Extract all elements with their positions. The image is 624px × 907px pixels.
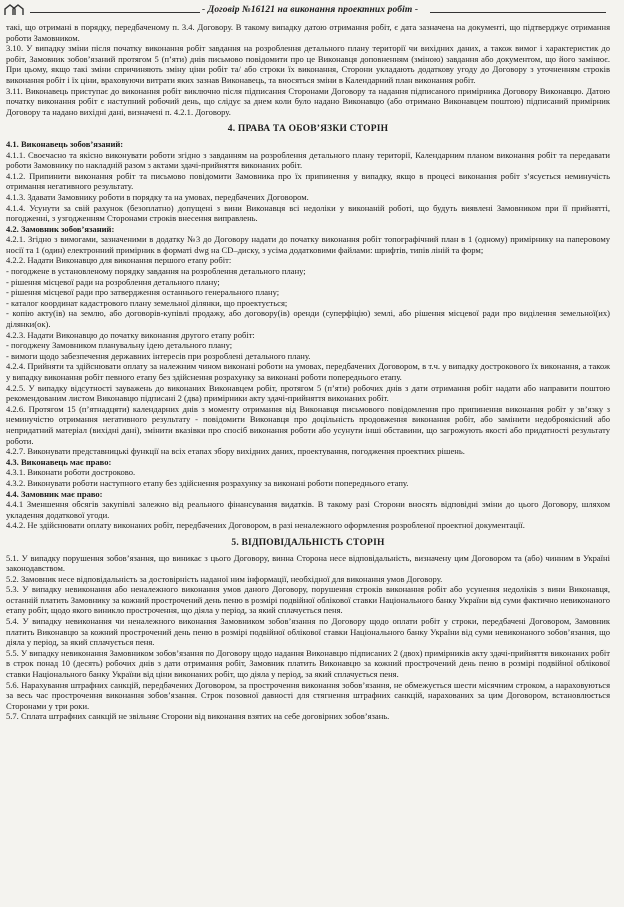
clause-4-2-6: 4.2.6. Протягом 15 (п’ятнадцяти) календарних днів з моменту отримання від Виконавця письмового повідомлення про припинення виконання робіт у зв’язку з неминучістю отримання негативного результату - повідомити Виконавця про доцільність продовження виконання робіт, або замінити недоброякісний або непридатний матеріал (вихідні дані), змінити вказівки про спосіб виконання роботи або усунути інші обставини, що загрожують якості або придатності результату роботи.: [6, 403, 610, 446]
clause-4-2-heading: 4.2. Замовник зобов’язаний:: [6, 223, 115, 234]
list-item: - рішення місцевої ради на розроблення детального плану;: [6, 276, 220, 287]
clause-5-4: 5.4. У випадку невиконання чи неналежного виконання Замовником зобов’язання по Договору щодо оплати робіт у строки, передбачені Договором, Замовник платить Виконавцю за кожний прострочений день пеню в розмірі подвійної облікової ставки Національного банку України від суми невиконаного зобов’язання, що діяла у період, за який сплачується пеня.: [6, 616, 610, 648]
header-rule-right: [430, 12, 606, 13]
clause-4-2-1: 4.2.1. Згідно з вимогами, зазначеними в додатку №3 до Договору надати до початку виконання робіт топографічний план в 1 (одному) примірнику на паперовому носії та 1 (один) електронний примірник в форматі dwg на CD–диску, з усіма додатковими файлами: шрифтів, типів ліній та форм;: [6, 234, 610, 255]
clause-4-3-2: 4.3.2. Виконувати роботи наступного етапу без здійснення розрахунку за виконані роботи попереднього етапу.: [6, 477, 409, 488]
clause-5-2: 5.2. Замовник несе відповідальність за достовірність наданої ним інформації, необхідної для виконання умов Договору.: [6, 573, 443, 584]
list-item: - погоджене в установленому порядку завдання на розроблення детального плану;: [6, 266, 306, 277]
clause-4-4-heading: 4.4. Замовник має право:: [6, 488, 103, 499]
paragraph-3-9-cont: такі, що отримані в порядку, передбаченому п. 3.4. Договору. В такому випадку датою отримання робіт, є дата зазначена на документі, що підтверджує отримання роботи Замовником.: [6, 22, 610, 43]
header-rule-left: [30, 12, 200, 13]
clause-4-2-4: 4.2.4. Прийняти та здійснювати оплату за належним чином виконані роботи на умовах, передбачених Договором, в т.ч. у випадку дострокового їх виконання, а також у випадку виконання робіт певного етапу без здійснення розрахунку за виконані роботи попереднього етапу.: [6, 361, 610, 382]
clause-4-2-7: 4.2.7. Виконувати представницькі функції на всіх етапах збору вихідних даних, проектування, погодження проектних рішень.: [6, 446, 465, 457]
clause-5-7: 5.7. Сплата штрафних санкцій не звільняє Сторони від виконання взятих на себе договірних зобов’язань.: [6, 711, 390, 722]
paragraph-3-11: 3.11. Виконавець приступає до виконання робіт виключно після підписання Сторонами Договору та надання підписаного примірника Договору Виконавцю. Датою початку виконання робіт є наступний робочий день, що слідує за днем коли було надано Виконавцю (або отримано Виконавцем поштою) підписаний примірник Договору та надано вихідні дані, визначені п. 4.2.1. Договору.: [6, 85, 610, 117]
list-item: - погоджену Замовником планувальну ідею детального плану;: [6, 340, 233, 351]
house-outline-icon: [4, 3, 26, 22]
clause-5-5: 5.5. У випадку невиконання Замовником зобов’язання по Договору щодо надання Виконавцю підписаних 2 (двох) примірників акту здачі-прийняття виконаних робіт в строк понад 10 (десять) робочих днів з дати отримання робіт, Замовник платить Виконавцю за кожний прострочений день пеню в розмірі подвійної облікової ставки Національного банку України від ціни виконаних робіт, що діяла у період, за який сплачується пеня.: [6, 647, 610, 680]
clause-4-3-1: 4.3.1. Виконати роботи достроково.: [6, 467, 136, 478]
clause-4-2-3: 4.2.3. Надати Виконавцю до початку виконання другого етапу робіт:: [6, 329, 255, 340]
clause-4-1-3: 4.1.3. Здавати Замовнику роботи в порядку та на умовах, передбачених Договором.: [6, 191, 309, 202]
list-item: - рішення місцевої ради про затвердження останнього генерального плану;: [6, 287, 280, 298]
clause-5-1: 5.1. У випадку порушення зобов’язання, що виникає з цього Договору, винна Сторона несе відповідальність, визначену цим Договором та (або) чинним в Україні законодавством.: [6, 552, 610, 574]
clause-4-1-heading: 4.1. Виконавець зобов’язаний:: [6, 138, 124, 149]
clause-4-1-2: 4.1.2. Припинити виконання робіт та письмово повідомити Замовника про їх припинення у випадку, якщо в процесі виконання робіт з’ясується неминучість отримання негативного результату.: [6, 170, 610, 192]
list-item: - копію акту(ів) на землю, або договорів-купівлі продажу, або договору(ів) оренди (суперфіцію) землі, або рішення місцевої ради про виділення земельної(их) ділянки(ок).: [6, 308, 610, 330]
paragraph-3-10: 3.10. У випадку зміни після початку виконання робіт завдання на розроблення детального плану території чи вихідних даних, а також вимог і характеристик до робіт, Замовник зобов’язаний протягом 5 (п’яти) днів письмово повідомити про це Виконавця доповненням (зміною) завдання або документом, що його замінює. При цьому, якщо такі зміни спричиняють зміну ціни робіт та/ або строки їх виконання, Сторони укладають додаткову угоду до Договору з уточненням строків виконання робіт і їх ціни, враховуючи витрати яких зазнав Виконавець, та вносяться зміни в Календарний план виконання робіт.: [6, 43, 610, 85]
list-item: - вимоги щодо забезпечення державних інтересів при розроблені детального плану.: [6, 350, 311, 361]
clause-4-2-5: 4.2.5. У випадку відсутності зауважень до виконаних Виконавцем робіт, протягом 5 (п’яти) робочих днів з дати отримання робіт надати або направити поштою рекомендованим листом Виконавцю підписані 2 (два) примірники акту здачі-прийняття виконаних робіт.: [6, 382, 610, 404]
clause-4-2-2: 4.2.2. Надати Виконавцю для виконання першого етапу робіт:: [6, 255, 232, 266]
clause-5-6: 5.6. Нарахування штрафних санкцій, передбачених Договором, за прострочення виконання зобов’язання, не обмежується шести місячним строком, а нараховуються за весь час прострочення виконання зобов’язання. Строк позовної давності для стягнення штрафних санкцій, нарахованих за цим Договором, встановлюється Сторонами у три роки.: [6, 679, 610, 711]
document-body: [6, 22, 610, 722]
page-header: [0, 0, 624, 24]
clause-4-3-heading: 4.3. Виконавець має право:: [6, 456, 112, 467]
list-item: - каталог координат кадастрового плану земельної ділянки, що проектується;: [6, 297, 288, 308]
header-title: - Договір №16121 на виконання проектних робіт -: [202, 5, 419, 15]
clause-4-4-1: 4.4.1 Зменшення обсягів закупівлі залежно від реального фінансування видатків. В такому разі Сторони вносять відповідні зміни до цього Договору, шляхом укладення додаткової угоди.: [6, 499, 610, 520]
section-5-title: 5. ВІДПОВІДАЛЬНІСТЬ СТОРІН: [231, 537, 385, 548]
clause-4-1-1: 4.1.1. Своєчасно та якісно виконувати роботи згідно з завданням на розроблення детального плану території, Календарним планом виконання робіт та передавати роботи Замовнику по накладній разом з актами здачі-прийняття виконаних робіт.: [6, 149, 610, 171]
clause-5-3: 5.3. У випадку невиконання або неналежного виконання умов даного Договору, порушення строків виконання робіт або усунення недоліків з вини Виконавця, останній платить Замовнику за кожний прострочений день пеню в розмірі подвійної облікової ставки Національного банку України від суми фактично невиконаного етапу робіт, щодо якого виникло прострочення, що діяла у період, за який сплачується пеня.: [6, 584, 610, 616]
clause-4-4-2: 4.4.2. Не здійснювати оплату виконаних робіт, передбачених Договором, в разі неналежного оформлення розробленої проектної документації.: [6, 520, 525, 531]
section-4-title: 4. ПРАВА ТА ОБОВ’ЯЗКИ СТОРІН: [227, 124, 389, 135]
clause-4-1-4: 4.1.4. Усунути за свій рахунок (безоплатно) допущені з вини Виконавця всі недоліки у виконаній роботі, що будуть виявлені Замовником при її прийнятті, погодженні, з узгодженням Сторонами строків внесення виправлень.: [6, 202, 610, 224]
